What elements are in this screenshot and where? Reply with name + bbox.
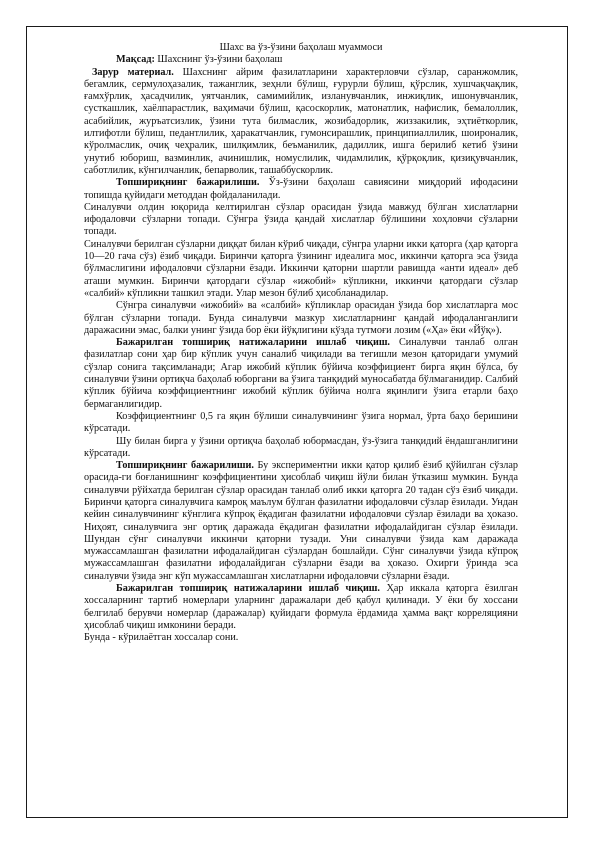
purpose-paragraph [84,54,518,66]
paragraph-3: Сўнгра синалувчи «ижобий» ва «салбий» кўпликлар орасидан ўзида бор хислатларга мос бўлган сўзларни топади. Бунда синалувчи мазкур хислатларнинг қандай ифодаланганлиги даражасини эмас, балки унинг ўзида бор ёки йўқлигини кўзда тутмоғи лозим («Ҳа» ёки «Йўқ»). [84,300,518,336]
paragraph-4: Коэффициентнинг 0,5 га яқин бўлиши синалувчининг ўзига нормал, ўрта баҳо беришини кўрсатади. [84,410,518,435]
paragraph-5: Шу билан бирга у ўзини ортиқча баҳолаб юбормасдан, ўз-ўзига танқидий ёндашганлигини кўрсатади. [84,435,518,459]
materials-text: Шахснинг айрим фазилатларини характерловчи сўзлар, саранжомлик, бегамлик, сермулоҳазалик, тажанглик, зеҳнли бўлиш, ғурурли бўлиш, қўрслик, хушчақчақлик, ғамхўрлик, ҳасадчилик, уятчанлик, самимийлик, изланувчанлик, инжиқлик, ишонувчанлик, сусткашлик, хаёлпарастлик, ваҳимачи бўлиш, қасоскорлик, матонатлик, нафислик, бемалоллик, асабийлик, журъатсизлик, ўзини тута билмаслик, жозибадорлик, жиззакилик, эҳтиёткорлик, илтифотли бўлиш, педантлилик, ҳаракатчанлик, гумонсирашлик, принципиаллилик, шоироналик, кўролмаслик, очиқ чеҳралик, шилқимлик, беъманилик, дадиллик, ишга берилиб кетиб ўзини унутиб юбориш, вазминлик, ачинишлик, номуслилик, чидамлилик, қўрқоқлик, қизиқувчанлик, саботлилик, кўнгилчанлик, бепарволик, ташаббускорлик. [84,66,518,176]
results-paragraph [84,337,518,411]
execution-text: Ўз-ўзини баҳолаш савиясини миқдорий ифодасини топишда қуйидаги методдан фойдаланилади. [84,177,518,201]
paragraph-1: Синалувчи олдин юқорида келтирилган сўзлар орасидан ўзида мавжуд бўлган хислатларни ифодаловчи сўзларни топади. Сўнгра ўзида қандай хислатлар бўлишини хоҳловчи сўзларни топади. [84,201,518,238]
results-label: Бажарилган топшириқ натижаларини ишлаб чиқиш. [116,337,390,349]
materials-paragraph [84,67,518,178]
materials-label: Зарур материал. [92,66,174,78]
results-text: Синалувчи танлаб олган фазилатлар сони ҳар бир кўплик учун саналиб чиқилади ва тегишли мезон қаторидаги умумий сўзлар сонига тақсимланади; Агар ижобий кўплик бўйича коэффициент бирга яқин бўлса, бу синалувчи ўзини ортиқча баҳолаб юборгани ва ўзига танқидий муносабатда бўлмаганидир. Салбий кўплик бўйича коэффициентнинг ижобий кўплик бўйича нолга яқинлиги ўзига етарли баҳо бермаганлигидир. [84,337,518,410]
results2-paragraph [84,583,518,632]
execution2-paragraph [84,460,518,583]
document-body [84,42,518,645]
results2-text: Ҳар иккала қаторга ёзилган хоссаларнинг тартиб номерлари уларнинг даражалари деб қабул қилинади. У ёки бу хоссани белгилаб берувчи номерлар (даражалар) қуйидаги формула ёрдамида ҳамма вақт корреляцияни ҳисоблаб чиқиш имконини беради. [84,583,518,631]
execution2-text: Бу экспериментни икки қатор қилиб ёзиб қўйилган сўзлар орасида-ги боғланишнинг коэффициентини ҳисоблаб чиқиш йўли билан ўтказиш мумкин. Бунда синалувчи рўйхатда берилган сўзлар орасидан танлаб олиб икки қаторга 20 тадан сўз ёзиб чиқади. Биринчи қаторга синалувчига камроқ маълум бўлган фазилатни ифодаловчи сўзлар ёзилади. Ундан кейин синалувчининг кўнглига кўпроқ ёқадиган фазилатни ифодаловчи сўзлар ёзилади ва ҳоказо. Ниҳоят, синалувчига энг ортиқ даражада ёқадиган фазилатни ифодалайдиган сўзлар ёзилади. Шундан сўнг синалувчи иккинчи қаторни тузади. Уни синалувчи ўзида кам даражада мужассамлашган фазилатни ифодалайдиган сўзлардан бошлайди. Сўнг синалувчи ўзида кўпроқ мужассамлашган фазилатни ифодалайдиган сўзларни ёзади ва ҳоказо. Охирги ўринда эса синалувчи ўзида энг кўп мужассамлашган хислатларни ифодаловчи сўзларни ёзади. [84,460,518,582]
document-title: Шахс ва ўз-ўзини баҳолаш муаммоси [219,42,383,53]
paragraph-2: Синалувчи берилган сўзларни диққат билан кўриб чиқади, сўнгра уларни икки қаторга (ҳар қаторга 10—20 гача сўз) ёзиб чиқади. Биринчи қаторга ўзининг идеалига мос, иккинчи қаторга эса ўзида бўлмаслигини ифодаловчи сўзларни ёзади. Иккинчи қаторни шартли равишда «анти идеал» деб аташи мумкин. Биринчи қатордаги сўзлар «ижобий» кўпликни, иккинчи қатордаги сўзлар «салбий» кўпликни ташкил этади. Улар мезон бўлиб ҳисобланадилар. [84,238,518,299]
execution2-label: Топшириқнинг бажарилиши. [116,460,254,472]
results2-label: Бажарилган топшириқ натижаларини ишлаб чиқиш. [116,583,380,595]
purpose-text: Шахснинг ўз-ўзини баҳолаш [154,54,283,66]
paragraph-6: Бунда - кўрилаётган хоссалар сони. [84,632,239,644]
execution-label: Топшириқнинг бажарилиши. [116,177,260,189]
execution-paragraph [84,177,518,202]
purpose-label: Мақсад: [116,54,155,66]
